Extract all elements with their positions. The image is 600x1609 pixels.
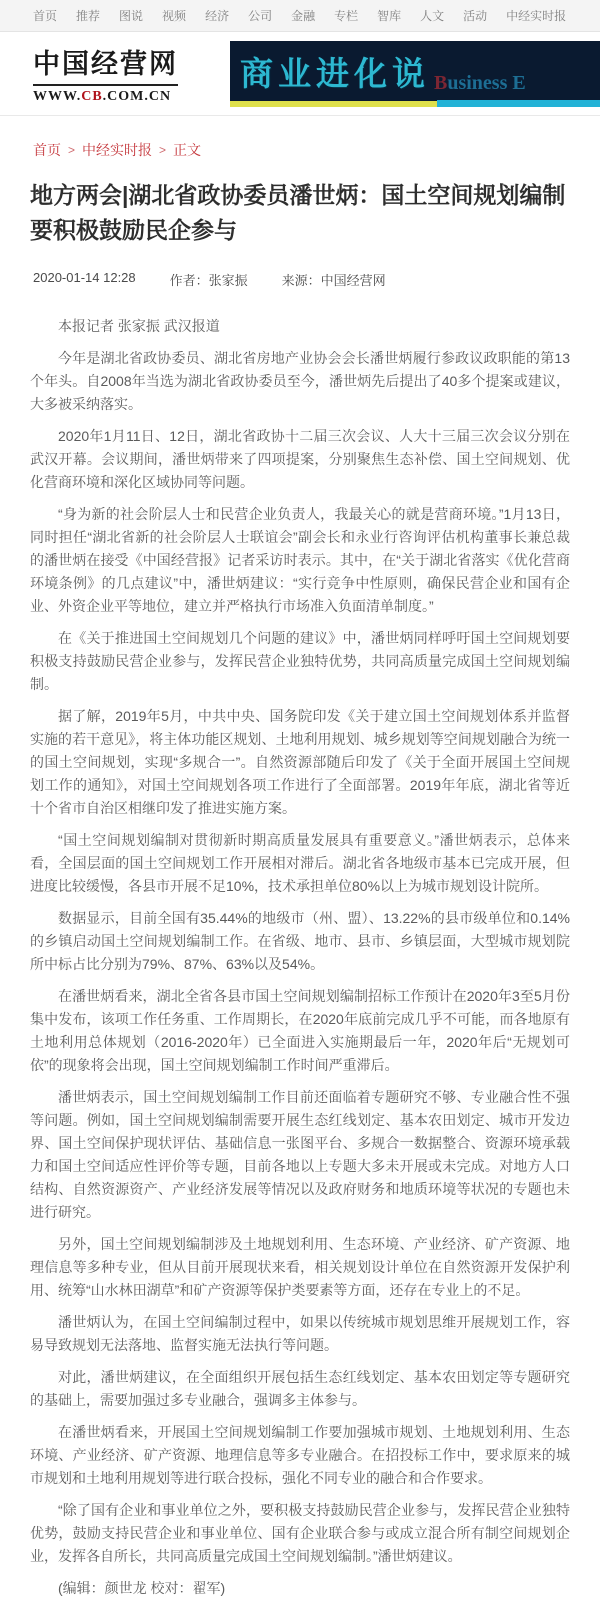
breadcrumb — [0, 116, 600, 160]
breadcrumb-current: 正文 — [173, 142, 202, 158]
logo-url-suffix: .COM.CN — [102, 89, 172, 104]
site-header — [0, 32, 600, 116]
top-navbar — [0, 0, 600, 32]
article-paragraph: 据了解，2019年5月，中共中央、国务院印发《关于建立国土空间规划体系并监督实施的若干意见》，将主体功能区规划、土地利用规划、城乡规划等空间规划融合为统一的国土空间规划，实现“多规合一”。自然资源部随后印发了《关于全面开展国土空间规划工作的通知》，对国土空间规划各项工作进行了全面部署。2019年年底，湖北省等近十个省市自治区相继印发了推进实施方案。 — [30, 708, 570, 816]
site-logo[interactable] — [33, 42, 230, 105]
banner-strip-yellow — [230, 101, 437, 107]
nav-item[interactable]: 图说 — [119, 9, 144, 23]
breadcrumb-separator: > — [68, 143, 76, 157]
article-paragraph: 在《关于推进国土空间规划几个问题的建议》中，潘世炳同样呼吁国土空间规划要积极支持鼓励民营企业参与，发挥民营企业独特优势，共同高质量完成国土空间规划编制。 — [30, 630, 570, 692]
nav-item[interactable]: 专栏 — [334, 9, 359, 23]
nav-item[interactable]: 首页 — [33, 9, 58, 23]
nav-item[interactable]: 经济 — [205, 9, 230, 23]
article-paragraph: 潘世炳认为，在国土空间编制过程中，如果以传统城市规划思维开展规划工作，容易导致规划无法落地、监督实施无法执行等问题。 — [30, 1314, 570, 1353]
banner-strip-cyan — [437, 100, 600, 107]
nav-item[interactable]: 智库 — [377, 9, 402, 23]
article-paragraph: 在潘世炳看来，开展国土空间规划编制工作要加强城市规划、土地规划利用、生态环境、产业经济、矿产资源、地理信息等多专业融合。在招投标工作中，要求原来的城市规划和土地利用规划等进行联合投标，强化不同专业的融合和合作要求。 — [30, 1424, 570, 1486]
nav-item[interactable]: 金融 — [291, 9, 316, 23]
article-paragraph: 本报记者 张家振 武汉报道 — [58, 318, 220, 334]
nav-item[interactable]: 视频 — [162, 9, 187, 23]
article-paragraph: 在潘世炳看来，湖北全省各县市国土空间规划编制招标工作预计在2020年3至5月份集中发布，该项工作任务重、工作周期长，在2020年底前完成几乎不可能，而各地原有土地利用总体规划（2016-2020年）已全面进入实施期最后一年，2020年后“无规划可依”的现象将会出现，国土空间规划编制工作时间严重滞后。 — [30, 988, 570, 1073]
article-paragraph: 2020年1月11日、12日，湖北省政协十二届三次会议、人大十三届三次会议分别在武汉开幕。会议期间，潘世炳带来了四项提案，分别聚焦生态补偿、国土空间规划、优化营商环境和深化区域协同等问题。 — [30, 428, 570, 490]
article-paragraph: (编辑：颜世龙 校对：翟军) — [58, 1580, 226, 1596]
breadcrumb-separator: > — [159, 143, 167, 157]
site-logo-title: 中国经营网 — [33, 42, 178, 86]
logo-url-prefix: WWW. — [33, 89, 82, 104]
breadcrumb-home[interactable]: 首页 — [33, 142, 61, 158]
article-body — [30, 315, 570, 1600]
article-paragraph: 今年是湖北省政协委员、湖北省房地产业协会会长潘世炳履行参政议政职能的第13个年头。自2008年当选为湖北省政协委员至今，潘世炳先后提出了40多个提案或建议，大多被采纳落实。 — [30, 350, 570, 412]
article-paragraph: 数据显示，目前全国有35.44%的地级市（州、盟）、13.22%的县市级单位和0.14%的乡镇启动国土空间规划编制工作。在省级、地市、县市、乡镇层面，大型城市规划院所中标占比分别为79%、87%、63%以及54%。 — [30, 910, 570, 972]
article-paragraph: “身为新的社会阶层人士和民营企业负责人，我最关心的就是营商环境。”1月13日，同时担任“湖北省新的社会阶层人士联谊会”副会长和永业行咨询评估机构董事长兼总裁的潘世炳在接受《中国经营报》记者采访时表示。其中，在“关于湖北省落实《优化营商环境条例》的几点建议”中，潘世炳建议：“实行竞争中性原则，确保民营企业和国有企业、外资企业平等地位，建立并严格执行市场准入负面清单制度。” — [30, 506, 570, 614]
banner-ad[interactable] — [230, 41, 600, 107]
nav-item[interactable]: 活动 — [463, 9, 488, 23]
article-paragraph: “国土空间规划编制对贯彻新时期高质量发展具有重要意义。”潘世炳表示，总体来看，全国层面的国土空间规划工作开展相对滞后。湖北省各地级市基本已完成开展，但进度比较缓慢，各县市开展不足10%，技术承担单位80%以上为城市规划设计院所。 — [30, 832, 570, 894]
banner-title-cn: 商业进化说 — [240, 55, 430, 92]
nav-item[interactable]: 推荐 — [76, 9, 101, 23]
nav-item[interactable]: 中经实时报 — [506, 9, 567, 23]
article-paragraph: 另外，国土空间规划编制涉及土地规划利用、生态环境、产业经济、矿产资源、地理信息等多种专业，但从目前开展现状来看，相关规划设计单位在自然资源开发保护利用、统筹“山水林田湖草”和矿产资源等保护类要素等方面，还存在专业上的不足。 — [30, 1236, 570, 1298]
site-logo-url — [33, 89, 230, 105]
nav-item[interactable]: 公司 — [248, 9, 273, 23]
article-paragraph: 对此，潘世炳建议，在全面组织开展包括生态红线划定、基本农田划定等专题研究的基础上，需要加强过多专业融合，强调多主体参与。 — [30, 1369, 570, 1408]
breadcrumb-section[interactable]: 中经实时报 — [82, 142, 153, 158]
article-source: 来源：中国经营网 — [281, 273, 386, 288]
nav-item[interactable]: 人文 — [420, 9, 445, 23]
article-meta — [30, 270, 570, 289]
article-author: 作者：张家振 — [169, 273, 248, 288]
logo-url-highlight: CB — [81, 89, 103, 104]
banner-title-en: Business E — [434, 71, 526, 94]
article — [0, 178, 600, 1600]
article-title: 地方两会|湖北省政协委员潘世炳：国土空间规划编制要积极鼓励民企参与 — [30, 182, 566, 243]
article-date: 2020-01-14 12:28 — [33, 270, 136, 285]
article-paragraph: “除了国有企业和事业单位之外，要积极支持鼓励民营企业参与，发挥民营企业独特优势，鼓励支持民营企业和事业单位、国有企业联合参与或成立混合所有制空间规划企业，发挥各自所长，共同高质量完成国土空间规划编制。”潘世炳建议。 — [30, 1502, 570, 1564]
article-paragraph: 潘世炳表示，国土空间规划编制工作目前还面临着专题研究不够、专业融合性不强等问题。例如，国土空间规划编制需要开展生态红线划定、基本农田划定、城市开发边界、国土空间保护现状评估、基础信息一张图平台、多规合一数据整合、资源环境承载力和国土空间适应性评价等专题，目前各地以上专题大多未开展或未完成。对地方人口结构、自然资源资产、产业经济发展等情况以及政府财务和地质环境等状况的专题也未进行研究。 — [30, 1089, 570, 1220]
